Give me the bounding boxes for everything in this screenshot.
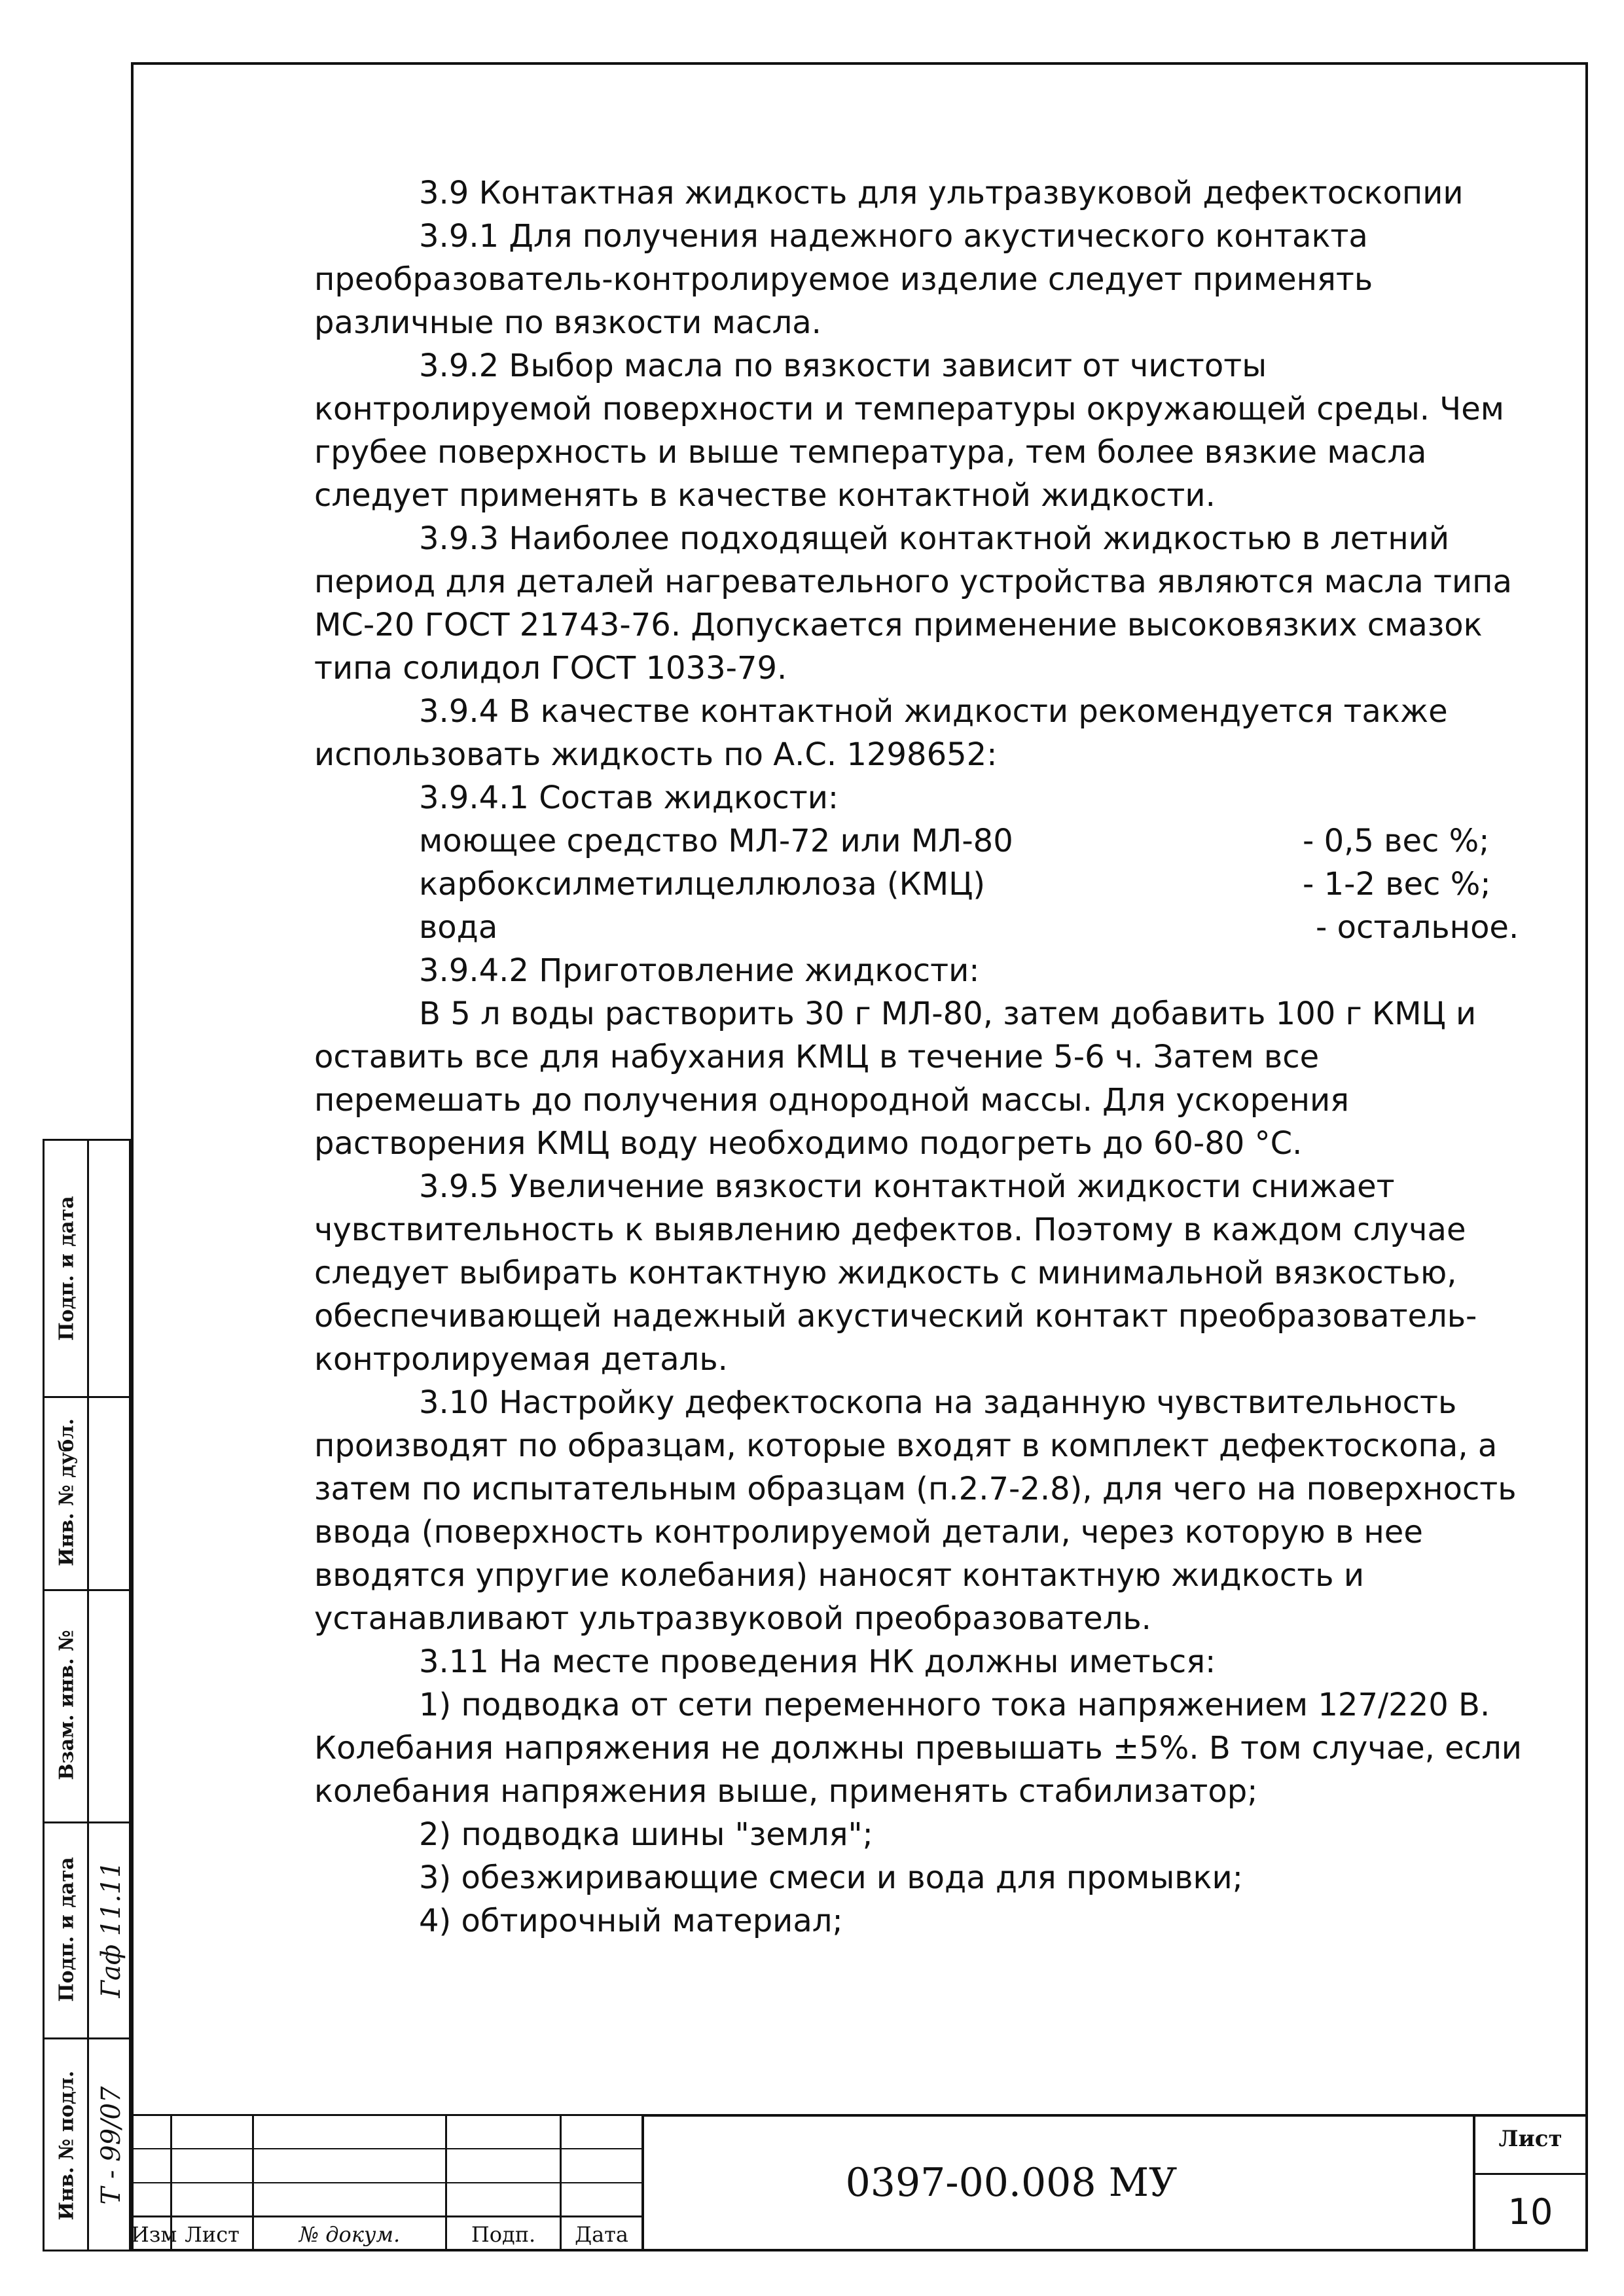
strip-divider: [45, 2037, 129, 2039]
para-3-10: 3.10 Настройку дефектоскопа на заданную чувствительность производят по образцам, которые входят в комплект дефектоскопа, а затем по испытательным образцам (п.2.7-2.8), для чего на поверхность ввода (поверхность контролируемой детали, через которую в нее вводятся упругие колебания) наносят контактную жидкость и устанавливают ультразвуковой преобразователь.: [314, 1384, 1517, 1637]
composition-row: [314, 863, 1525, 906]
col-izm-label: Изм: [131, 2222, 177, 2247]
composition-row: [314, 906, 1525, 949]
strip-divider: [45, 1589, 129, 1591]
sheet-label: Лист: [1498, 2126, 1562, 2152]
para-3-9-4: 3.9.4 В качестве контактной жидкости рекомендуется также использовать жидкость по А.С. 1298652:: [314, 693, 1448, 773]
side-label-inv-dubl: Инв. № дубл.: [55, 1418, 79, 1566]
para-3-9: 3.9 Контактная жидкость для ультразвуковой дефектоскопии: [419, 175, 1464, 211]
tb-line: [131, 2182, 641, 2183]
tb-line: [131, 2114, 641, 2116]
para-3-9-4-2: 3.9.4.2 Приготовление жидкости:: [419, 952, 980, 989]
col-list-label: Лист: [185, 2222, 240, 2247]
para-3-11: 3.11 На месте проведения НК должны иметься:: [419, 1643, 1216, 1680]
para-3-9-2: 3.9.2 Выбор масла по вязкости зависит от чистоты контролируемой поверхности и температуры окружающей среды. Чем грубее поверхность и выше температура, тем более вязкие масла следует применять в качестве контактной жидкости.: [314, 348, 1504, 514]
para-3-9-5: 3.9.5 Увеличение вязкости контактной жидкости снижает чувствительность к выявлению дефектов. Поэтому в каждом случае следует выбирать контактную жидкость с минимальной вязкостью, обеспечивающей надежный акустический контакт преобразователь-контролируемая деталь.: [314, 1168, 1477, 1378]
composition-value: - 1-2 вес %;: [1303, 866, 1491, 903]
composition-value: - 0,5 вес %;: [1303, 823, 1490, 859]
para-3-9-1: 3.9.1 Для получения надежного акустического контакта преобразователь-контролируемое изделие следует применять различные по вязкости масла.: [314, 218, 1373, 341]
tb-line: [131, 2148, 641, 2149]
side-label-podp-data: Подп. и дата: [55, 1196, 79, 1341]
para-3-9-3: 3.9.3 Наиболее подходящей контактной жидкостью в летний период для деталей нагревательного устройства являются масла типа МС-20 ГОСТ 21743-76. Допускается применение высоковязких смазок типа солидол ГОСТ 1033-79.: [314, 520, 1512, 687]
col-data-label: Дата: [575, 2222, 628, 2247]
strip-divider: [45, 1821, 129, 1823]
document-body: [314, 171, 1525, 1943]
side-label-vzam-inv: Взам. инв. №: [55, 1630, 79, 1780]
handwritten-date: Гаф 11.11: [96, 1861, 126, 1998]
composition-item: карбоксилметилцеллюлоза (КМЦ): [419, 866, 986, 903]
tb-line: [131, 2215, 641, 2217]
composition-value: - остальное.: [1316, 909, 1519, 946]
title-block: [131, 2114, 1588, 2251]
list-item-4: 4) обтирочный материал;: [419, 1903, 843, 1939]
para-preparation: В 5 л воды растворить 30 г МЛ-80, затем добавить 100 г КМЦ и оставить все для набухания КМЦ в течение 5-6 ч. Затем все перемешать до получения однородной массы. Для ускорения растворения КМЦ воду необходимо подогреть до 60-80 °С.: [314, 996, 1477, 1162]
handwritten-inventory: Т - 99/07: [96, 2086, 126, 2205]
tb-line: [641, 2114, 1588, 2117]
composition-row: [314, 819, 1525, 863]
tb-line: [1473, 2173, 1588, 2175]
sheet-number: 10: [1507, 2191, 1553, 2233]
para-3-9-4-1: 3.9.4.1 Состав жидкости:: [419, 780, 839, 816]
col-doc-label: № докум.: [298, 2222, 401, 2247]
composition-item: моющее средство МЛ-72 или МЛ-80: [419, 823, 1013, 859]
list-item-3: 3) обезжиривающие смеси и вода для промывки;: [419, 1859, 1243, 1896]
composition-item: вода: [419, 909, 498, 946]
strip-divider: [45, 1396, 129, 1398]
side-label-podp-data: Подп. и дата: [55, 1857, 79, 2002]
side-label-inv-podl: Инв. № подл.: [55, 2070, 79, 2221]
list-item-1: 1) подводка от сети переменного тока напряжением 127/220 В. Колебания напряжения не должны превышать ±5%. В том случае, если колебания напряжения выше, применять стабилизатор;: [314, 1687, 1522, 1810]
list-item-2: 2) подводка шины "земля";: [419, 1816, 873, 1853]
document-number: 0397-00.008 МУ: [845, 2160, 1178, 2206]
col-podp-label: Подп.: [471, 2222, 536, 2247]
side-stamp-strip: [43, 1139, 131, 2251]
